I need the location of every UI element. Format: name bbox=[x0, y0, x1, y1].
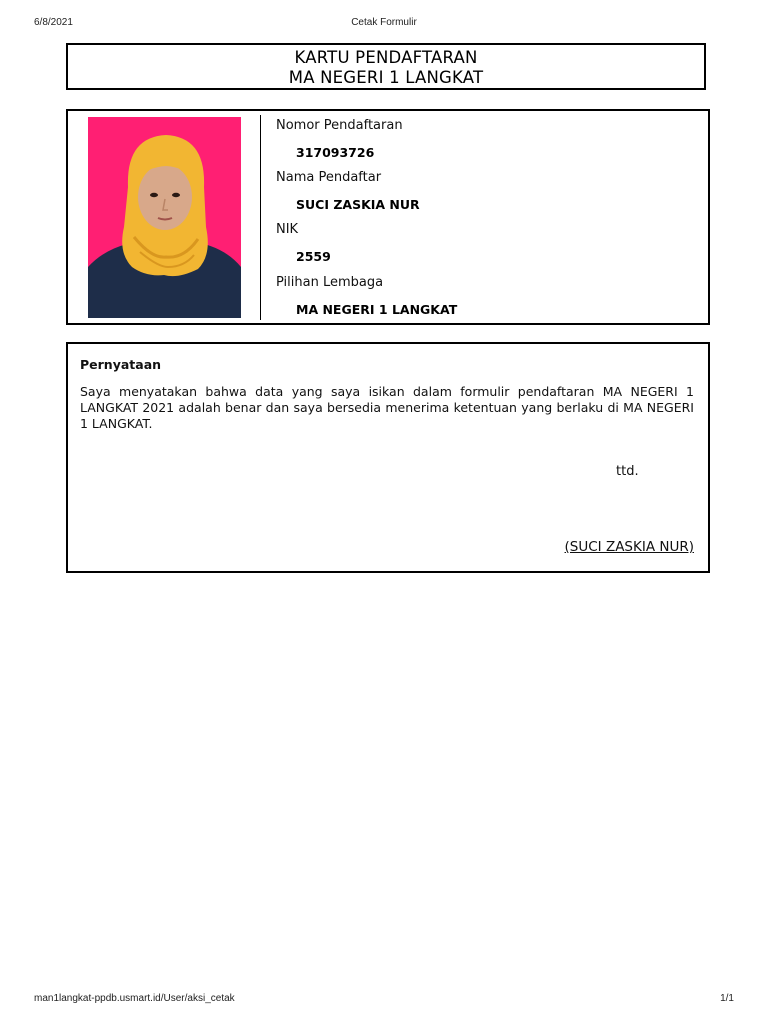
print-page-number: 1/1 bbox=[720, 993, 734, 1004]
signature-name: (SUCI ZASKIA NUR) bbox=[564, 539, 694, 555]
applicant-photo bbox=[88, 117, 241, 318]
card-title-box bbox=[66, 43, 706, 90]
nik-value: 2559 bbox=[296, 249, 331, 264]
applicant-photo-illustration bbox=[88, 117, 241, 318]
card-title: KARTU PENDAFTARAN bbox=[294, 48, 478, 67]
print-date: 6/8/2021 bbox=[34, 17, 73, 28]
statement-box bbox=[66, 342, 710, 573]
vertical-divider bbox=[260, 115, 261, 320]
registration-number-value: 317093726 bbox=[296, 145, 375, 160]
signature-label: ttd. bbox=[616, 464, 639, 479]
print-page-title: Cetak Formulir bbox=[351, 17, 417, 28]
institution-choice-label: Pilihan Lembaga bbox=[276, 275, 384, 290]
nik-label: NIK bbox=[276, 222, 299, 237]
applicant-name-label: Nama Pendaftar bbox=[276, 170, 382, 185]
card-subtitle: MA NEGERI 1 LANGKAT bbox=[288, 68, 484, 87]
print-url: man1langkat-ppdb.usmart.id/User/aksi_cetak bbox=[34, 993, 235, 1004]
applicant-name-value: SUCI ZASKIA NUR bbox=[296, 197, 420, 212]
statement-heading: Pernyataan bbox=[80, 357, 162, 372]
applicant-info-box bbox=[66, 109, 710, 325]
institution-choice-value: MA NEGERI 1 LANGKAT bbox=[296, 302, 458, 317]
statement-text: Saya menyatakan bahwa data yang saya isikan dalam formulir pendaftaran MA NEGERI 1 LANGKAT 2021 adalah benar dan saya bersedia menerima ketentuan yang berlaku di MA NEGERI 1 LANGKAT. bbox=[80, 384, 694, 431]
registration-number-label: Nomor Pendaftaran bbox=[276, 118, 403, 133]
